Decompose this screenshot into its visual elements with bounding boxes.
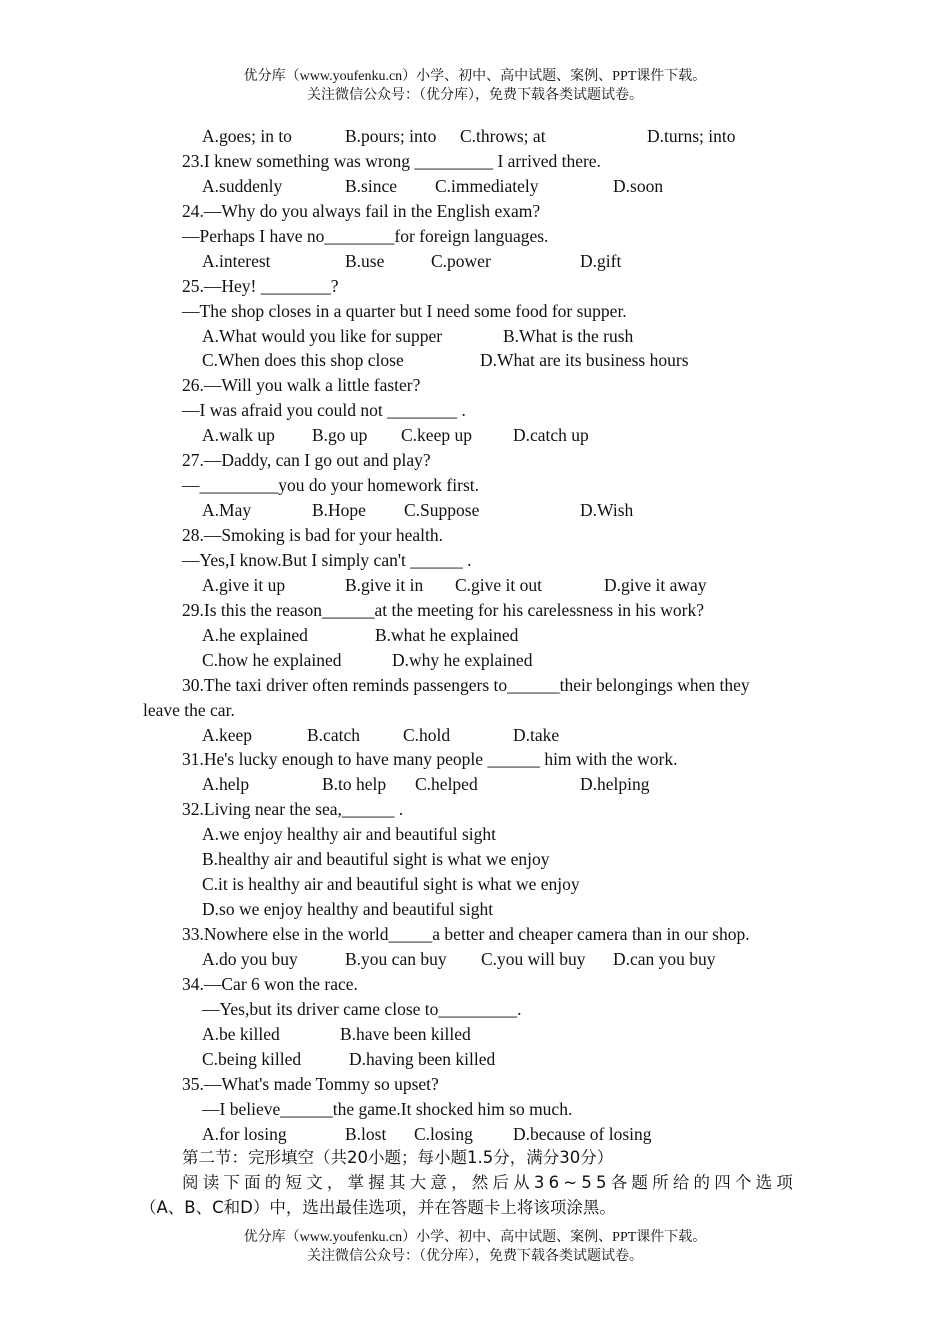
option-item: B.healthy air and beautiful sight is what we enjoy — [202, 849, 550, 870]
options-row — [0, 997, 950, 1022]
line-text: —The shop closes in a quarter but I need some food for supper. — [182, 300, 627, 321]
options-row — [0, 124, 950, 149]
option-item: D.give it away — [604, 574, 707, 595]
question-line — [0, 149, 950, 174]
section-text-line — [0, 1196, 950, 1221]
option-item: D.catch up — [513, 425, 589, 446]
option-item: D.because of losing — [513, 1123, 652, 1144]
option-item: D.having been killed — [349, 1048, 496, 1069]
line-text: 27.—Daddy, can I go out and play? — [182, 450, 431, 471]
option-item: D.Wish — [580, 500, 634, 521]
footer-line-2: 关注微信公众号：（优分库），免费下载各类试题试卷。 — [307, 1249, 643, 1264]
options-row — [0, 1097, 950, 1122]
question-line — [0, 797, 950, 822]
line-text: 29.Is this the reason______at the meeting for his carelessness in his work? — [182, 599, 704, 620]
question-line — [0, 299, 950, 324]
question-line — [0, 398, 950, 423]
options-row — [0, 872, 950, 897]
option-item: —Yes,but its driver came close to_________. — [202, 998, 522, 1019]
line-continuation: （A、B、C和D）中，选出最佳选项，并在答题卡上将该项涂黑。 — [140, 1198, 616, 1218]
line-text: 35.—What's made Tommy so upset? — [182, 1073, 439, 1094]
question-line — [0, 473, 950, 498]
options-row — [0, 847, 950, 872]
option-item: B.lost — [345, 1123, 387, 1144]
option-item: C.throws; at — [460, 126, 546, 146]
option-item: A.keep — [202, 724, 253, 745]
option-item: D.What are its business hours — [480, 350, 689, 371]
options-row — [0, 423, 950, 448]
option-item: A.May — [202, 500, 252, 521]
option-item: B.to help — [322, 774, 387, 795]
footer-line-1: 优分库（www.youfenku.cn）小学、初中、高中试题、案例、PPT课件下载。 — [243, 1230, 707, 1245]
option-item: A.walk up — [202, 425, 275, 446]
question-line — [0, 548, 950, 573]
option-item: D.can you buy — [613, 948, 716, 969]
options-row — [0, 249, 950, 274]
options-row — [0, 822, 950, 847]
options-row — [0, 498, 950, 523]
options-row — [0, 324, 950, 349]
option-item: C.helped — [415, 774, 478, 795]
option-item: D.turns; into — [647, 126, 736, 146]
option-item: C.hold — [403, 724, 451, 745]
option-item: A.suddenly — [202, 175, 283, 196]
header-line-1: 优分库（www.youfenku.cn）小学、初中、高中试题、案例、PPT课件下载。 — [243, 69, 707, 84]
option-item: C.When does this shop close — [202, 350, 404, 371]
option-item: A.interest — [202, 250, 271, 271]
question-line — [0, 199, 950, 224]
options-row — [0, 648, 950, 673]
options-row — [0, 348, 950, 373]
line-continuation: leave the car. — [143, 699, 235, 720]
option-item: B.Hope — [312, 500, 366, 521]
question-line — [0, 698, 950, 723]
options-row — [0, 897, 950, 922]
option-item: C.power — [431, 250, 491, 271]
option-item: D.soon — [613, 175, 664, 196]
option-item: B.what he explained — [375, 624, 519, 645]
line-text: 阅读下面的短文，掌握其大意，然后从36~55各题所给的四个选项 — [182, 1173, 798, 1193]
options-row — [0, 1022, 950, 1047]
line-text: —Perhaps I have no________for foreign languages. — [182, 225, 549, 246]
question-line — [0, 448, 950, 473]
options-row — [0, 772, 950, 797]
question-line — [0, 1072, 950, 1097]
question-line — [0, 673, 950, 698]
options-row — [0, 1047, 950, 1072]
option-item: C.immediately — [435, 175, 539, 196]
option-item: B.have been killed — [340, 1023, 471, 1044]
option-item: C.it is healthy air and beautiful sight is what we enjoy — [202, 874, 580, 895]
question-line — [0, 747, 950, 772]
line-text: 24.—Why do you always fail in the English exam? — [182, 200, 541, 221]
header-line-2: 关注微信公众号：（优分库），免费下载各类试题试卷。 — [307, 88, 643, 103]
page-footer — [0, 1228, 950, 1266]
option-item: B.pours; into — [345, 126, 437, 146]
line-text: 34.—Car 6 won the race. — [182, 973, 358, 994]
option-item: A.be killed — [202, 1023, 280, 1044]
option-item: B.What is the rush — [503, 325, 634, 346]
option-item: A.do you buy — [202, 948, 298, 969]
line-text: 25.—Hey! ________? — [182, 275, 339, 296]
line-text: 32.Living near the sea,______ . — [182, 799, 404, 820]
section-text-line — [0, 1146, 950, 1171]
option-item: B.go up — [312, 425, 368, 446]
options-row — [0, 947, 950, 972]
line-text: 30.The taxi driver often reminds passengers to______their belongings when they — [182, 674, 750, 695]
option-item: D.so we enjoy healthy and beautiful sight — [202, 899, 494, 920]
option-item: B.give it in — [345, 574, 424, 595]
question-line — [0, 274, 950, 299]
line-text: 23.I knew something was wrong _________ I arrived there. — [182, 150, 601, 171]
option-item: D.gift — [580, 250, 622, 271]
option-item: A.for losing — [202, 1123, 287, 1144]
question-line — [0, 523, 950, 548]
question-line — [0, 598, 950, 623]
option-item: B.use — [345, 250, 385, 271]
line-text: 26.—Will you walk a little faster? — [182, 375, 421, 396]
options-row — [0, 1122, 950, 1147]
question-line — [0, 224, 950, 249]
line-text: —Yes,I know.But I simply can't ______ . — [182, 549, 472, 570]
option-item: A.we enjoy healthy air and beautiful sight — [202, 824, 497, 845]
line-text: 31.He's lucky enough to have many people ______ him with the work. — [182, 749, 678, 770]
page-header — [0, 67, 950, 105]
option-item: D.why he explained — [392, 649, 533, 670]
question-line — [0, 922, 950, 947]
option-item: A.goes; in to — [202, 126, 292, 146]
option-item: A.give it up — [202, 574, 286, 595]
option-item: C.give it out — [455, 574, 543, 595]
line-text: —I was afraid you could not ________ . — [182, 400, 466, 421]
option-item: A.help — [202, 774, 250, 795]
section-text-line — [0, 1171, 950, 1196]
question-line — [0, 972, 950, 997]
line-text: —_________you do your homework first. — [182, 475, 479, 496]
options-row — [0, 573, 950, 598]
option-item: B.you can buy — [345, 948, 447, 969]
option-item: B.since — [345, 175, 398, 196]
line-text: 33.Nowhere else in the world_____a better and cheaper camera than in our shop. — [182, 924, 750, 944]
option-item: D.take — [513, 724, 560, 745]
option-item: D.helping — [580, 774, 650, 795]
option-item: C.you will buy — [481, 948, 586, 969]
option-item: A.What would you like for supper — [202, 325, 443, 346]
option-item: C.how he explained — [202, 649, 342, 670]
line-text: 28.—Smoking is bad for your health. — [182, 525, 444, 545]
options-row — [0, 723, 950, 748]
exam-content — [0, 124, 950, 1221]
options-row — [0, 623, 950, 648]
option-item: C.losing — [414, 1123, 473, 1144]
options-row — [0, 174, 950, 199]
option-item: A.he explained — [202, 624, 308, 645]
option-item: B.catch — [307, 724, 360, 745]
option-item: —I believe______the game.It shocked him so much. — [202, 1098, 573, 1119]
option-item: C.keep up — [401, 425, 472, 446]
option-item: C.Suppose — [404, 500, 480, 521]
option-item: C.being killed — [202, 1048, 302, 1069]
line-text: 第二节：完形填空（共20小题；每小题1.5分，满分30分） — [182, 1148, 614, 1168]
question-line — [0, 373, 950, 398]
